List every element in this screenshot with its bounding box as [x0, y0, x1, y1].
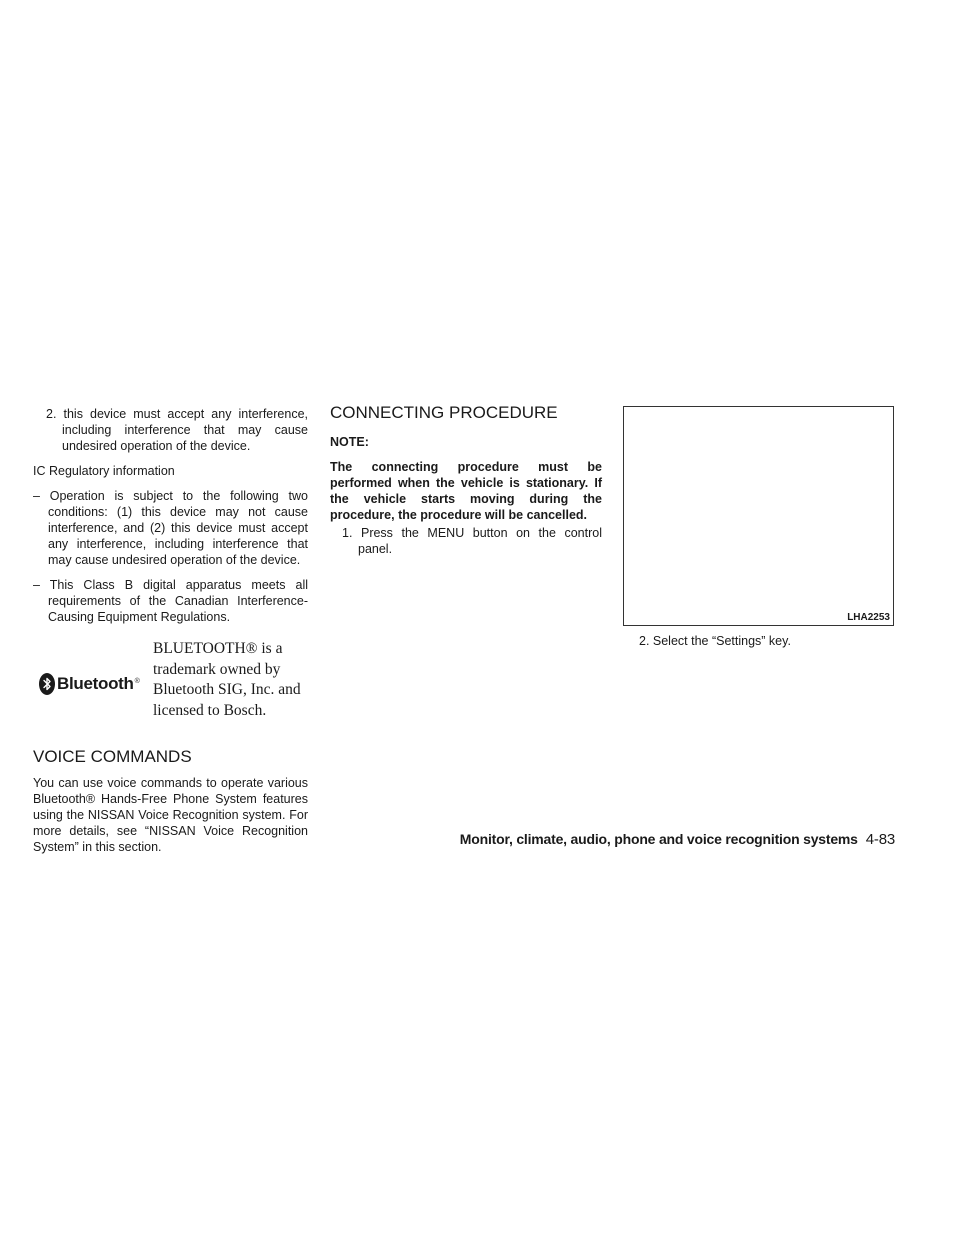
ic-bullet-2: – This Class B digital apparatus meets all requirements of the Canadian Interference-Causing Equipment Regulations. [33, 578, 308, 624]
bluetooth-trademark-block [33, 639, 308, 737]
right-column [623, 406, 895, 649]
list-item-2: 2. this device must accept any interference, including interference that may cause undesired operation of the device. [46, 407, 308, 453]
ic-regulatory-title: IC Regulatory information [33, 464, 175, 478]
voice-commands-heading: VOICE COMMANDS [33, 747, 192, 766]
bluetooth-wordmark: Bluetooth [57, 674, 134, 693]
figure-label: LHA2253 [847, 612, 890, 623]
ic-bullet-1: – Operation is subject to the following two conditions: (1) this device may not cause interference, and (2) this device must accept any interference, including interference that may cause undesired operation of the device. [33, 489, 308, 567]
bluetooth-icon [39, 673, 55, 695]
connecting-procedure-heading: CONNECTING PROCEDURE [330, 403, 558, 422]
page-number: 4-83 [865, 831, 895, 848]
footer-section-title: Monitor, climate, audio, phone and voice recognition systems [459, 831, 858, 847]
note-label: NOTE: [330, 435, 369, 449]
left-column [33, 406, 308, 855]
bluetooth-registered-mark: ® [134, 678, 140, 685]
middle-column [330, 403, 602, 557]
note-text: The connecting procedure must be performed when the vehicle is stationary. If the vehicle starts moving during the procedure, the procedure will be cancelled. [330, 460, 602, 522]
step-2: 2. Select the “Settings” key. [639, 634, 791, 648]
figure-placeholder [623, 406, 894, 626]
page-footer [460, 831, 895, 848]
step-1: 1. Press the MENU button on the control panel. [342, 526, 602, 556]
bluetooth-trademark-text: BLUETOOTH® is a trademark owned by Bluetooth SIG, Inc. and licensed to Bosch. [153, 640, 301, 719]
voice-commands-body: You can use voice commands to operate various Bluetooth® Hands-Free Phone System features using the NISSAN Voice Recognition system. For more details, see “NISSAN Voice Recognition System” in this section. [33, 776, 308, 854]
bluetooth-logo [39, 673, 140, 695]
